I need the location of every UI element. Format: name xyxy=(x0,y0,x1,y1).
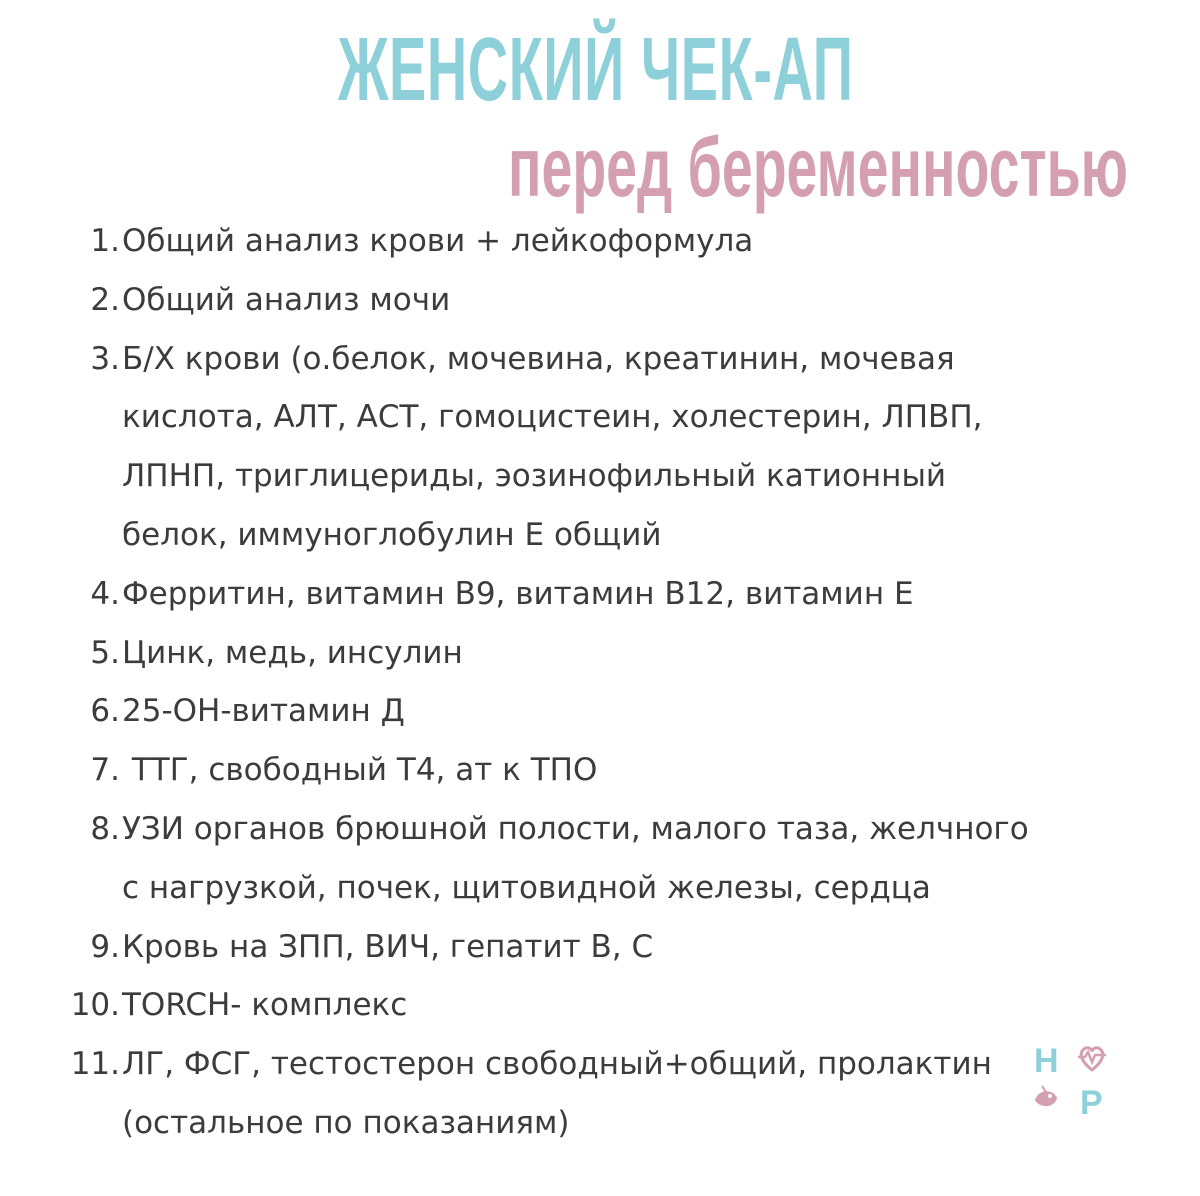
list-item-line: Ферритин, витамин В9, витамин В12, витамин Е xyxy=(122,575,914,612)
list-item-text xyxy=(122,1035,1022,1153)
list-item-line: TORCH- комплекс xyxy=(122,987,408,1024)
list-item xyxy=(0,624,1200,683)
logo-letter-top: Н xyxy=(1034,1042,1059,1080)
list-item-line: белок, иммуноглобулин Е общий xyxy=(122,516,662,553)
list-item-line: Б/Х крови (о.белок, мочевина, креатинин, мочевая xyxy=(122,340,955,377)
list-item xyxy=(0,271,1200,330)
checkup-list xyxy=(0,212,1200,1153)
list-item-number: 5. xyxy=(90,634,120,671)
list-item-text xyxy=(122,330,1022,565)
list-item-line: с нагрузкой, почек, щитовидной железы, сердца xyxy=(122,869,931,906)
list-item-number: 4. xyxy=(90,575,120,612)
list-item-line: ЛГ, ФСГ, тестостерон свободный+общий, пролактин xyxy=(122,1046,992,1083)
list-item-number: 9. xyxy=(90,928,120,965)
list-item-line: кислота, АЛТ, АСТ, гомоцистеин, холестерин, ЛПВП, xyxy=(122,399,983,436)
stork-icon xyxy=(1036,1086,1056,1105)
list-item-text xyxy=(122,212,1022,271)
list-item xyxy=(0,1035,1200,1153)
list-item-number: 3. xyxy=(90,340,120,377)
list-item-number: 6. xyxy=(90,693,120,730)
list-item-line: Общий анализ крови + лейкоформула xyxy=(122,223,754,259)
brand-logo-icon xyxy=(1030,1040,1110,1120)
list-item-line: УЗИ органов брюшной полости, малого таза, желчного xyxy=(122,810,1029,847)
list-item-text xyxy=(122,624,1022,683)
list-item-line: (остальное по показаниям) xyxy=(122,1104,570,1141)
list-item-text xyxy=(122,800,1029,918)
list-item-text xyxy=(122,741,1022,800)
list-item-text xyxy=(122,271,1022,330)
list-item-line: Цинк, медь, инсулин xyxy=(122,634,463,671)
list-item-line: 25-ОН-витамин Д xyxy=(122,693,405,730)
list-item xyxy=(0,565,1200,624)
list-item xyxy=(0,330,1200,565)
list-item-line: ЛПНП, триглицериды, эозинофильный катионный xyxy=(122,458,947,495)
list-item xyxy=(0,800,1200,918)
list-item-line: Кровь на ЗПП, ВИЧ, гепатит В, С xyxy=(122,928,654,965)
list-item-number: 7. xyxy=(90,752,120,789)
list-item-line: Общий анализ мочи xyxy=(122,281,451,318)
logo-letter-bottom: Р xyxy=(1080,1084,1103,1120)
list-item-text xyxy=(122,682,1022,741)
list-item-number: 1. xyxy=(90,223,120,259)
list-item-line: ТТГ, свободный Т4, ат к ТПО xyxy=(122,752,598,789)
list-item-number: 11. xyxy=(70,1046,120,1083)
list-item-number: 8. xyxy=(90,810,120,847)
list-item-text xyxy=(122,976,1022,1035)
list-item xyxy=(0,212,1200,271)
list-item xyxy=(0,741,1200,800)
list-item xyxy=(0,918,1200,977)
list-item-number: 2. xyxy=(90,281,120,318)
page-title: ЖЕНСКИЙ ЧЕК-АП xyxy=(338,20,854,120)
list-item-number: 10. xyxy=(70,987,120,1024)
list-item xyxy=(0,682,1200,741)
list-item-text xyxy=(122,565,1022,624)
list-item xyxy=(0,976,1200,1035)
page-subtitle: перед беременностью xyxy=(508,120,1129,214)
list-item-text xyxy=(122,918,1022,977)
